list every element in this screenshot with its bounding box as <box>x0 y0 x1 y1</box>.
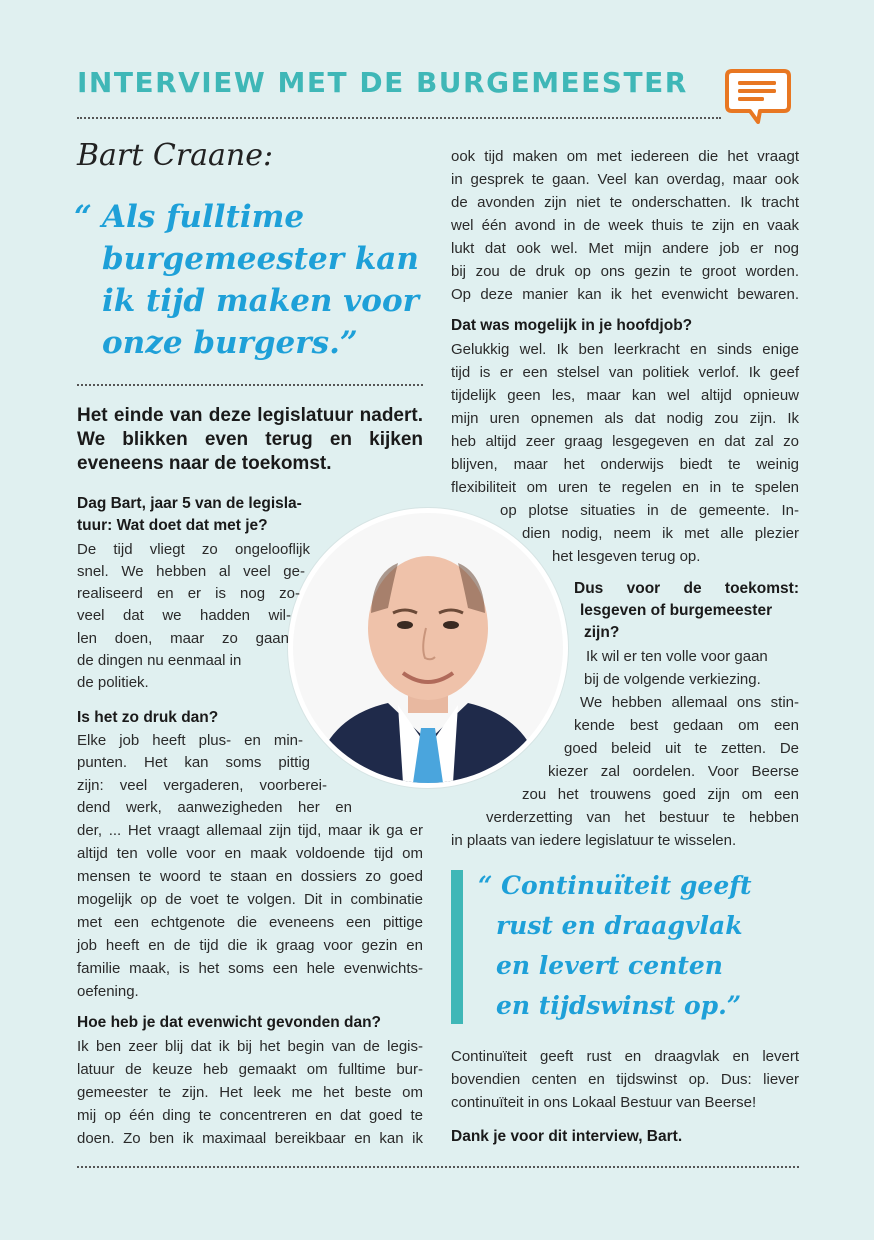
body-line: tijd is er een stelsel van politiek verlof. Ik geef <box>451 364 799 381</box>
body-line: zou het trouwens goed zijn om een <box>522 786 799 803</box>
body-line: ook tijd maken om met iedereen die het vraagt <box>451 148 799 165</box>
body-line: in gesprek te gaan. Veel kan overdag, maar ook <box>451 171 799 188</box>
question-heading: Dat was mogelijk in je hoofdjob? <box>451 317 693 334</box>
body-line: realiseerd en er is nog zo- <box>77 585 300 602</box>
body-line: verderzetting van het bestuur te hebben <box>486 809 799 826</box>
question-heading: Is het zo druk dan? <box>77 709 219 726</box>
quote-accent-bar <box>451 870 463 1024</box>
question-heading: tuur: Wat doet dat met je? <box>77 517 268 534</box>
body-line: heb altijd zeer graag lesgegeven en dat zal zo <box>451 433 799 450</box>
body-line: kende best gedaan om een <box>574 717 799 734</box>
intro-paragraph: Het einde van deze legislatuur nadert. We blikken even terug en kijken eveneens naar de toekomst. <box>77 405 423 474</box>
body-line: de avonden zijn niet te onderschatten. Ik tracht <box>451 194 799 211</box>
body-line: mijn uren opnemen als dat nodig zou zijn. Ik <box>451 410 799 427</box>
body-line: De tijd vliegt zo ongelooflijk <box>77 541 310 558</box>
body-line: kiezer zal oordelen. Voor Beerse <box>548 763 799 780</box>
pull-quote <box>478 866 798 1026</box>
body-line: mogelijk op de voet te volgen. Dit in combinatie <box>77 891 423 908</box>
body-line: de politiek. <box>77 674 149 691</box>
question-heading: zijn? <box>584 624 620 641</box>
pull-quote-line: rust en draagvlak <box>496 911 743 940</box>
body-line: oefening. <box>77 983 139 1000</box>
body-line: der, ... Het vraagt allemaal zijn tijd, maar ik ga er <box>77 822 423 839</box>
body-line: zijn: veel vergaderen, voorberei- <box>77 777 327 794</box>
closing-line: Continuïteit geeft rust en draagvlak en levert <box>451 1048 799 1065</box>
question-heading: lesgeven of burgemeester <box>580 602 773 619</box>
body-line: Op deze manier kan ik het evenwicht bewaren. <box>451 286 799 303</box>
portrait-illustration <box>293 513 563 783</box>
body-line: Ik wil er ten volle voor gaan <box>586 648 768 665</box>
body-line: lukt dat ook wel. Met mijn andere job er nog <box>451 240 799 257</box>
body-line: dien nodig, neem ik met alle plezier <box>522 525 799 542</box>
thanks-line: Dank je voor dit interview, Bart. <box>451 1128 683 1145</box>
body-line: job heeft en de tijd die ik graag voor gezin en <box>77 937 423 954</box>
body-line: We hebben allemaal ons stin- <box>580 694 799 711</box>
body-line: wel één avond in de week thuis te zijn en vaak <box>451 217 799 234</box>
body-line: veel dat we hadden wil- <box>77 607 291 624</box>
closing-line: continuïteit in ons Lokaal Bestuur van Beerse! <box>451 1094 757 1111</box>
body-line: dend werk, aanwezigheden her en <box>77 799 352 816</box>
pull-quote-line: en levert centen <box>496 951 723 980</box>
body-line: punten. Het kan soms pittig <box>77 754 310 771</box>
body-line: op plotse situaties in de gemeente. In- <box>500 502 799 519</box>
body-line: latuur de keuze heb gemaakt om fulltime bur- <box>77 1061 423 1078</box>
pull-quote-line: “ Als fulltime <box>74 199 305 235</box>
chat-bubble-icon <box>724 68 792 126</box>
body-line: bij zou de druk op ons gezin te groot worden. <box>451 263 799 280</box>
page-title: INTERVIEW MET DE BURGEMEESTER <box>77 66 688 99</box>
pull-quote-line: burgemeester kan <box>102 241 419 277</box>
pull-quote-line: ik tijd maken voor <box>102 283 419 319</box>
footer-divider <box>77 1166 799 1168</box>
body-line: de dingen nu eenmaal in <box>77 652 242 669</box>
body-line: gemeester te zijn. Het leek me het beste om <box>77 1084 423 1101</box>
body-line: mij op één ding te concentreren en dat goed te <box>77 1107 423 1124</box>
body-line: Gelukkig wel. Ik ben leerkracht en sinds enige <box>451 341 799 358</box>
interviewee-name: Bart Craane: <box>77 138 274 173</box>
pull-quote-line: en tijdswinst op.” <box>496 991 742 1020</box>
pull-quote <box>74 196 434 364</box>
body-line: goed beleid uit te zetten. De <box>564 740 799 757</box>
pull-quote-line: onze burgers.” <box>102 325 358 361</box>
closing-line: bovendien centen en tijdswinst op. Dus: liever <box>451 1071 799 1088</box>
body-line: altijd ten volle voor en maak voldoende tijd om <box>77 845 423 862</box>
body-line: familie maak, is het soms een hele evenwichts- <box>77 960 423 977</box>
body-line: mensen te woord te staan en dossiers zo goed <box>77 868 423 885</box>
question-heading: Dag Bart, jaar 5 van de legisla- <box>77 495 302 512</box>
body-line: flexibiliteit om uren te regelen en in te spelen <box>451 479 799 496</box>
header-divider <box>77 117 721 119</box>
body-line: bij de volgende verkiezing. <box>584 671 761 688</box>
portrait-photo <box>288 508 568 788</box>
body-line: met een echtgenote die eveneens een pittige <box>77 914 423 931</box>
question-heading: Hoe heb je dat evenwicht gevonden dan? <box>77 1014 382 1031</box>
body-line: Ik ben zeer blij dat ik bij het begin van de legis- <box>77 1038 423 1055</box>
body-line: Elke job heeft plus- en min- <box>77 732 303 749</box>
body-line: len doen, maar zo gaan <box>77 630 289 647</box>
body-line: in plaats van iedere legislatuur te wisselen. <box>451 832 737 849</box>
quote-divider <box>77 384 423 386</box>
body-line: tijdelijk geen les, maar kan wel altijd opnieuw <box>451 387 799 404</box>
body-line: doen. Zo ben ik maximaal bereikbaar en kan ik <box>77 1130 423 1147</box>
body-line: het lesgeven terug op. <box>552 548 701 565</box>
question-heading: Dus voor de toekomst: <box>574 580 799 597</box>
pull-quote-line: “ Continuïteit geeft <box>478 871 752 900</box>
body-line: blijven, maar het onderwijs biedt te weinig <box>451 456 799 473</box>
body-line: snel. We hebben al veel ge- <box>77 563 305 580</box>
